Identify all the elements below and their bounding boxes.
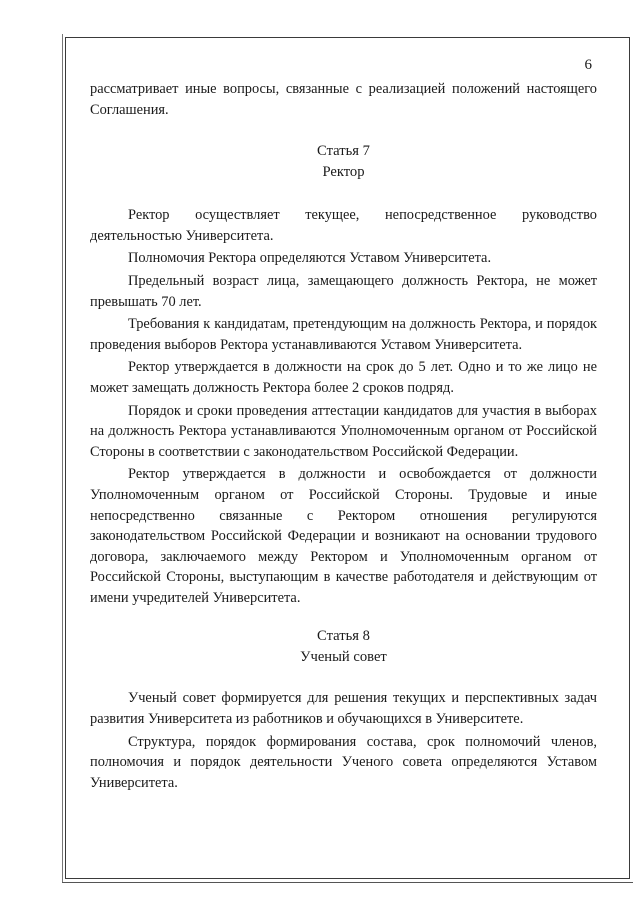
article-7-heading — [90, 141, 597, 183]
article-7-number: Статья 7 — [317, 143, 370, 160]
article-7-paragraph-2: Полномочия Ректора определяются Уставом Университета. — [128, 250, 492, 267]
article-7-paragraph-5: Ректор утверждается в должности на срок до 5 лет. Одно и то же лицо не может замещать должность Ректора более 2 сроков подряд. — [90, 359, 597, 396]
document-body — [90, 79, 597, 795]
article-7-paragraph-4: Требования к кандидатам, претендующим на должность Ректора, и порядок проведения выборов Ректора устанавливаются Уставом Университета. — [90, 316, 597, 353]
article-8-paragraph-2: Структура, порядок формирования состава, срок полномочий членов, полномочия и порядок деятельности Ученого совета определяются Уставом Университета. — [90, 733, 597, 791]
page-frame — [65, 37, 630, 879]
article-8-paragraph-1: Ученый совет формируется для решения текущих и перспективных задач развития Университета из работников и обучающихся в Университете. — [90, 690, 597, 728]
article-8-title: Ученый совет — [300, 649, 387, 666]
article-7-paragraph-1: Ректор осуществляет текущее, непосредственное руководство деятельностью Университета. — [90, 207, 597, 244]
article-7-paragraph-6: Порядок и сроки проведения аттестации кандидатов для участия в выборах на должность Ректора устанавливаются Уполномоченным органом от Российской Стороны в соответствии с законодательством Российской Федерации. — [90, 402, 597, 460]
article-7-paragraph-3: Предельный возраст лица, замещающего должность Ректора, не может превышать 70 лет. — [90, 272, 597, 310]
article-8-heading — [90, 626, 597, 668]
intro-paragraph: рассматривает иные вопросы, связанные с реализацией положений настоящего Соглашения. — [90, 81, 597, 118]
article-7-paragraph-7: Ректор утверждается в должности и освобождается от должности Уполномоченным органом от Российской Стороны. Трудовые и иные непосредственно связанные с Ректором отношения регулируются законодательством Российской Федерации и возникают на основании трудового договора, заключаемого между Ректором и Уполномоченным органом от Российской Стороны, выступающим в качестве работодателя и действующим от имени учредителей Университета. — [90, 466, 597, 606]
page-number: 6 — [584, 57, 592, 73]
article-7-title: Ректор — [322, 164, 365, 181]
article-8-number: Статья 8 — [317, 628, 370, 645]
